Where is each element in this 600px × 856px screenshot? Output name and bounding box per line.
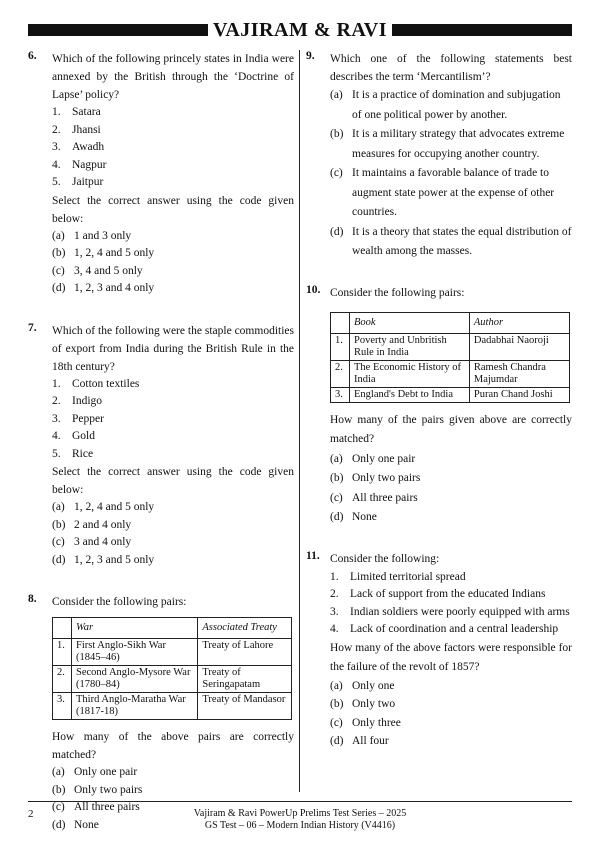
- item-number: 1.: [330, 570, 339, 583]
- option-text: 1, 2, 4 and 5 only: [74, 501, 155, 513]
- option-text: Only two pairs: [74, 783, 143, 796]
- table-header-cell: Associated Treaty: [198, 618, 292, 639]
- option-label: (a): [52, 229, 65, 242]
- page-footer: [28, 801, 572, 842]
- list-item: [52, 104, 294, 122]
- option-label: (b): [52, 783, 66, 796]
- question-11: [306, 550, 572, 751]
- table-cell: Treaty of Mandasor: [198, 693, 292, 720]
- option-item: [330, 86, 572, 125]
- header-title: VAJIRAM & RAVI: [212, 19, 388, 41]
- option-label: (b): [330, 698, 344, 710]
- page-header: [28, 18, 572, 42]
- option-item: [52, 263, 294, 281]
- table-header-cell: [331, 312, 350, 333]
- option-text: 1 and 3 only: [74, 229, 132, 242]
- option-item: [330, 450, 572, 470]
- option-item: [52, 499, 294, 517]
- list-item: [52, 393, 294, 411]
- item-text: Satara: [72, 106, 101, 118]
- option-text: 1, 2, 4 and 5 only: [74, 247, 155, 259]
- option-label: (c): [52, 536, 65, 548]
- item-text: Cotton textiles: [72, 377, 140, 390]
- table-cell: 2.: [331, 360, 350, 387]
- list-item: [52, 139, 294, 157]
- option-label: (d): [330, 511, 344, 523]
- option-item: [330, 732, 572, 751]
- question-8: [28, 593, 294, 834]
- list-item: [52, 174, 294, 192]
- item-list: [52, 104, 294, 192]
- item-text: Awadh: [72, 141, 105, 153]
- list-item: [52, 122, 294, 140]
- item-text: Gold: [72, 430, 95, 442]
- question-stem: Consider the following pairs:: [52, 596, 187, 608]
- item-number: 4.: [52, 430, 61, 442]
- option-item: [330, 714, 572, 733]
- option-text: All three pairs: [74, 801, 140, 813]
- option-text: Only one pair: [352, 452, 416, 465]
- option-item: [330, 469, 572, 489]
- table-header-cell: Author: [469, 312, 569, 333]
- option-text: None: [74, 818, 99, 831]
- option-item: [52, 228, 294, 246]
- option-label: (a): [52, 766, 65, 778]
- option-text: Only one: [352, 679, 395, 692]
- list-item: [330, 586, 572, 604]
- option-list: [330, 450, 572, 528]
- option-text: All four: [352, 735, 389, 747]
- table-cell: 2.: [53, 666, 72, 693]
- question-number: 10.: [306, 283, 321, 296]
- table-header-cell: [53, 618, 72, 639]
- option-label: (c): [52, 264, 65, 277]
- option-item: [52, 782, 294, 800]
- pairs-table: [52, 617, 292, 720]
- item-number: 3.: [52, 412, 61, 425]
- option-label: (c): [52, 801, 65, 813]
- table-cell: Dadabhai Naoroji: [469, 333, 569, 360]
- option-text: It is a military strategy that advocates extreme measures for occupying another country.: [352, 128, 565, 160]
- code-instruction: Select the correct answer using the code given below:: [52, 466, 294, 496]
- option-item: [330, 223, 572, 262]
- item-text: Nagpur: [72, 158, 107, 171]
- item-number: 4.: [52, 158, 61, 171]
- option-label: (b): [52, 247, 66, 259]
- option-item: [330, 489, 572, 509]
- item-number: 2.: [330, 588, 339, 600]
- table-header-row: [53, 618, 292, 639]
- item-text: Jhansi: [72, 123, 101, 136]
- list-item: [330, 569, 572, 587]
- question-number: 8.: [28, 593, 37, 605]
- question-prompt: How many of the above factors were responsible for the failure of the revolt of 1857?: [330, 641, 572, 673]
- item-list: [52, 376, 294, 464]
- option-label: (b): [330, 128, 344, 140]
- table-header-row: [331, 312, 570, 333]
- question-prompt: How many of the pairs given above are correctly matched?: [330, 413, 572, 445]
- option-label: (a): [330, 89, 343, 101]
- option-label: (a): [330, 679, 343, 692]
- item-number: 3.: [330, 605, 339, 618]
- list-item: [52, 376, 294, 394]
- header-bar-left: [28, 24, 208, 36]
- item-text: Rice: [72, 447, 94, 460]
- option-text: It is a practice of domination and subjugation of one political power by another.: [352, 89, 561, 121]
- option-list: [330, 86, 572, 262]
- option-label: (a): [330, 452, 343, 465]
- option-label: (d): [52, 553, 66, 566]
- left-column: [28, 50, 294, 856]
- option-item: [330, 164, 572, 223]
- question-prompt: How many of the above pairs are correctly matched?: [52, 731, 294, 761]
- option-item: [52, 245, 294, 263]
- right-column: [306, 50, 572, 773]
- item-text: Lack of support from the educated Indians: [350, 588, 546, 600]
- option-label: (d): [52, 282, 66, 294]
- code-instruction: Select the correct answer using the code given below:: [52, 194, 294, 225]
- question-number: 11.: [306, 549, 320, 562]
- question-10: [306, 284, 572, 528]
- table-row: [331, 333, 570, 360]
- option-label: (a): [52, 501, 65, 513]
- table-cell: Ramesh Chandra Majumdar: [469, 360, 569, 387]
- option-item: [52, 552, 294, 570]
- table-row: [53, 666, 292, 693]
- item-number: 1.: [52, 106, 61, 118]
- table-cell: The Economic History of India: [350, 360, 470, 387]
- table-row: [331, 387, 570, 402]
- option-label: (d): [52, 818, 66, 831]
- option-item: [330, 695, 572, 714]
- item-number: 2.: [52, 123, 61, 136]
- item-text: Jaitpur: [72, 176, 104, 188]
- option-text: 1, 2, 3 and 4 only: [74, 282, 155, 294]
- item-text: Indian soldiers were poorly equipped with arms: [350, 605, 570, 618]
- item-text: Pepper: [72, 412, 104, 425]
- question-number: 9.: [306, 50, 315, 62]
- table-row: [331, 360, 570, 387]
- item-list: [330, 569, 572, 639]
- option-text: 3, 4 and 5 only: [74, 264, 143, 277]
- table-cell: 3.: [331, 387, 350, 402]
- option-label: (d): [330, 735, 344, 747]
- option-item: [52, 534, 294, 552]
- question-stem: Which of the following were the staple commodities of export from India during the British Rule in the 18th century?: [52, 324, 294, 373]
- table-row: [53, 639, 292, 666]
- table-header-cell: Book: [350, 312, 470, 333]
- option-list: [52, 228, 294, 298]
- table-row: [53, 693, 292, 720]
- page-number: 2: [28, 808, 34, 820]
- table-cell: Treaty of Lahore: [198, 639, 292, 666]
- option-item: [330, 125, 572, 164]
- pairs-table: [330, 312, 570, 403]
- question-7: [28, 322, 294, 570]
- option-text: It maintains a favorable balance of trade to augment state power at the expense of other countries.: [352, 167, 555, 218]
- option-item: [52, 764, 294, 782]
- option-label: (d): [330, 225, 344, 238]
- list-item: [330, 604, 572, 622]
- option-item: [330, 677, 572, 696]
- item-text: Limited territorial spread: [350, 570, 466, 583]
- table-cell: Third Anglo-Maratha War (1817-18): [72, 693, 198, 720]
- column-divider: [299, 50, 300, 792]
- option-text: Only three: [352, 716, 401, 729]
- list-item: [52, 411, 294, 429]
- option-text: It is a theory that states the equal distribution of wealth among the masses.: [352, 225, 572, 257]
- option-label: (c): [330, 491, 343, 504]
- item-number: 5.: [52, 447, 61, 460]
- option-list: [52, 499, 294, 569]
- table-cell: 1.: [53, 639, 72, 666]
- item-number: 3.: [52, 141, 61, 153]
- option-item: [330, 508, 572, 528]
- option-item: [52, 517, 294, 535]
- list-item: [52, 428, 294, 446]
- list-item: [52, 446, 294, 464]
- table-cell: Puran Chand Joshi: [469, 387, 569, 402]
- footer-test-line: GS Test – 06 – Modern Indian History (V4416): [204, 820, 396, 831]
- list-item: [330, 621, 572, 639]
- item-text: Indigo: [72, 395, 103, 407]
- item-number: 2.: [52, 395, 61, 407]
- option-list: [330, 677, 572, 751]
- option-text: All three pairs: [352, 491, 418, 504]
- question-stem: Consider the following:: [330, 552, 440, 565]
- footer-series-line: Vajiram & Ravi PowerUp Prelims Test Series – 2025: [193, 808, 407, 819]
- option-text: Only one pair: [74, 766, 138, 778]
- footer-text: [28, 808, 572, 832]
- option-text: 1, 2, 3 and 5 only: [74, 553, 155, 566]
- item-number: 5.: [52, 176, 61, 188]
- option-text: Only two pairs: [352, 472, 421, 484]
- option-text: Only two: [352, 698, 396, 710]
- table-cell: England's Debt to India: [350, 387, 470, 402]
- option-label: (c): [330, 716, 343, 729]
- question-number: 7.: [28, 321, 37, 334]
- question-stem: Consider the following pairs:: [330, 286, 465, 299]
- option-item: [52, 280, 294, 298]
- table-cell: 3.: [53, 693, 72, 720]
- item-number: 4.: [330, 623, 339, 635]
- list-item: [52, 157, 294, 175]
- table-cell: Second Anglo-Mysore War (1780–84): [72, 666, 198, 693]
- item-text: Lack of coordination and a central leadership: [350, 623, 559, 635]
- table-header-cell: War: [72, 618, 198, 639]
- table-cell: Poverty and Unbritish Rule in India: [350, 333, 470, 360]
- table-cell: First Anglo-Sikh War (1845–46): [72, 639, 198, 666]
- item-number: 1.: [52, 377, 61, 390]
- option-label: (c): [330, 167, 343, 179]
- header-bar-right: [392, 24, 572, 36]
- option-label: (b): [330, 472, 344, 484]
- table-cell: Treaty of Seringapatam: [198, 666, 292, 693]
- question-number: 6.: [28, 50, 37, 62]
- question-6: [28, 50, 294, 298]
- option-text: None: [352, 511, 377, 523]
- option-text: 2 and 4 only: [74, 518, 132, 531]
- question-9: [306, 50, 572, 262]
- question-stem: Which of the following princely states in India were annexed by the British through the ‘Doctrine of Lapse’ policy?: [52, 53, 294, 101]
- option-text: 3 and 4 only: [74, 536, 132, 548]
- question-stem: Which one of the following statements best describes the term ‘Mercantilism’?: [330, 53, 572, 83]
- table-cell: 1.: [331, 333, 350, 360]
- option-label: (b): [52, 518, 66, 531]
